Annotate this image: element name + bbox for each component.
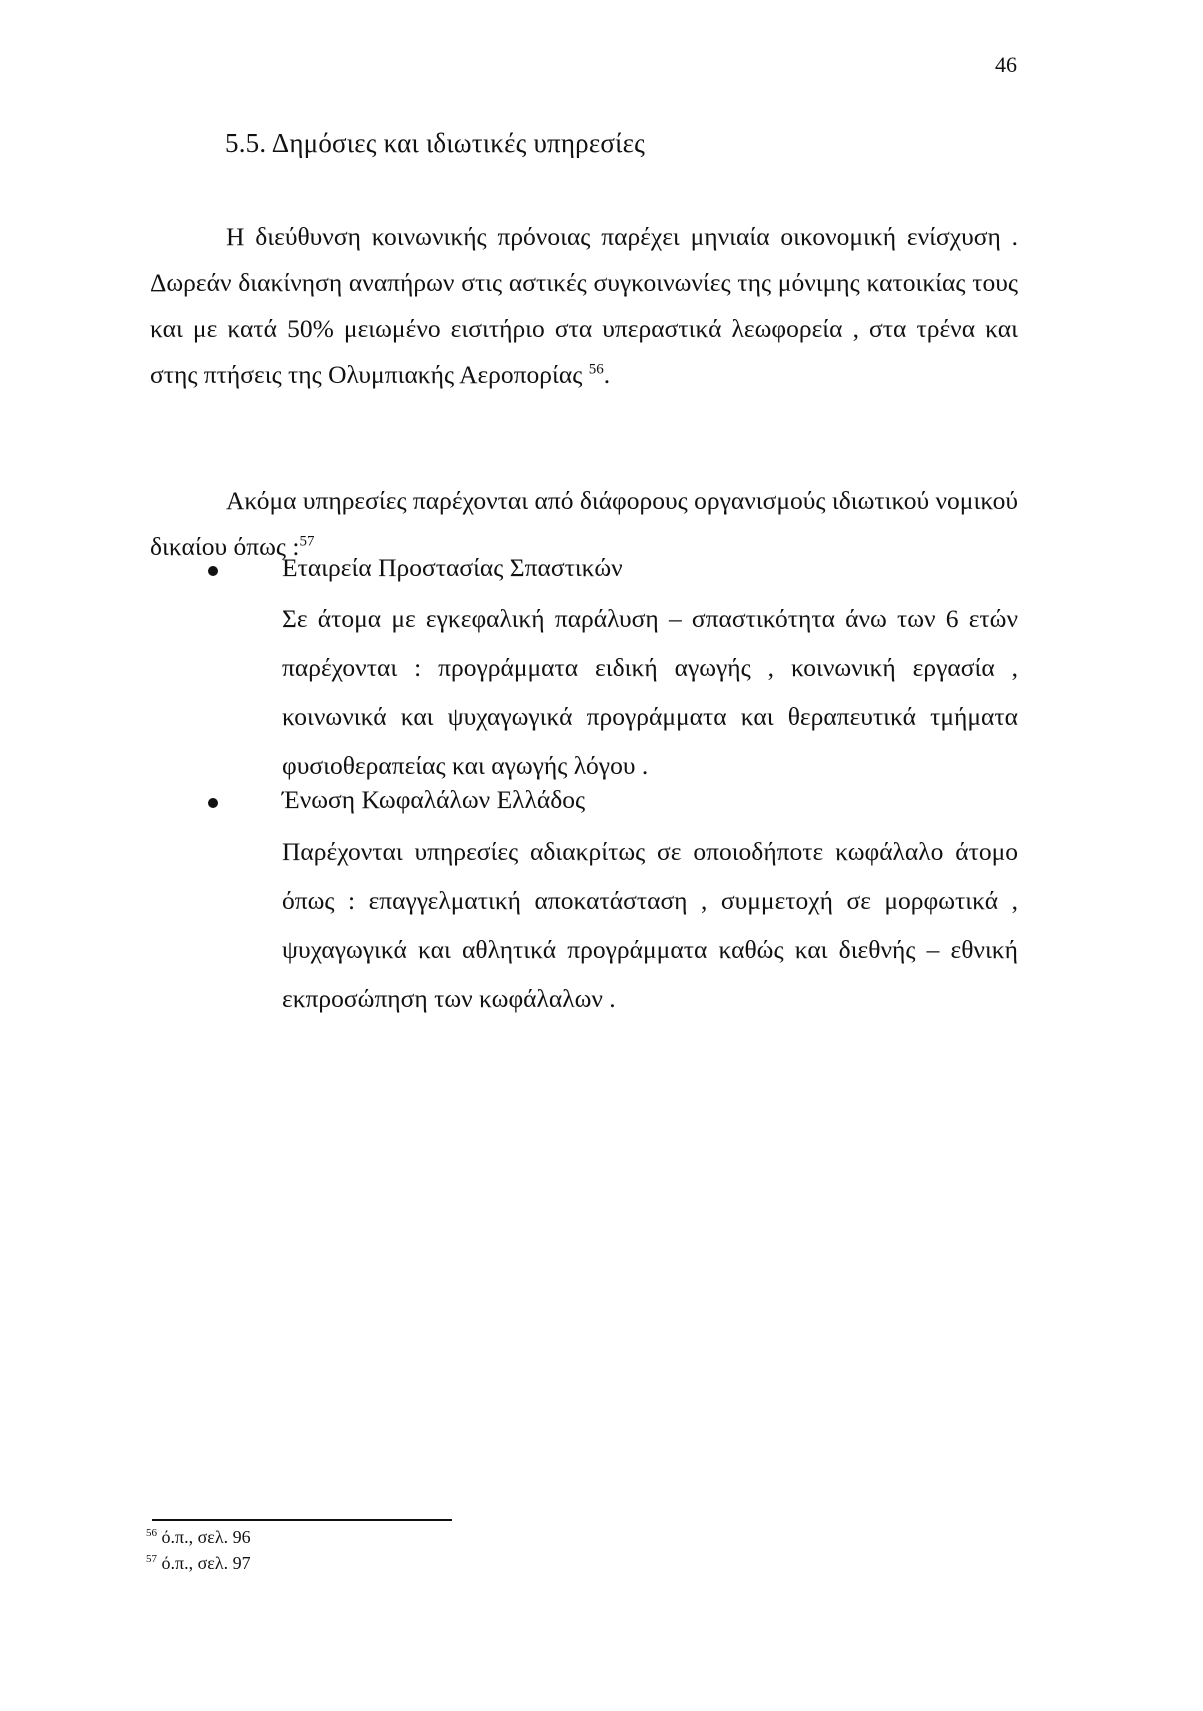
footnote xyxy=(146,1524,251,1550)
footnote xyxy=(146,1550,251,1576)
footnote-marker: 57 xyxy=(146,1553,157,1565)
list-item-title: Ένωση Κωφαλάλων Ελλάδος xyxy=(282,785,586,814)
footnotes xyxy=(146,1524,251,1576)
paragraph-social-welfare xyxy=(150,214,1018,398)
paragraph-text: Ακόμα υπηρεσίες παρέχονται από διάφορους οργανισμούς ιδιωτικού νομικού δικαίου όπως : xyxy=(150,486,1019,561)
list-item-description: Σε άτομα με εγκεφαλική παράλυση – σπαστικότητα άνω των 6 ετών παρέχονται : προγράμματα ειδική αγωγής , κοινωνική εργασία , κοινωνικά και ψυχαγωγικά προγράμματα και θεραπευτικά τμήματα φυσιοθεραπείας και αγωγής λόγου . xyxy=(282,604,1018,780)
footnote-divider xyxy=(152,1519,452,1521)
paragraph-end: . xyxy=(603,360,611,389)
footnote-ref: 56 xyxy=(588,361,604,378)
list-item-title: Εταιρεία Προστασίας Σπαστικών xyxy=(282,553,623,582)
footnote-text: ό.π., σελ. 96 xyxy=(161,1527,251,1547)
page-number: 46 xyxy=(995,52,1017,77)
footnote-marker: 56 xyxy=(146,1527,157,1539)
section-title: 5.5. Δημόσιες και ιδιωτικές υπηρεσίες xyxy=(225,128,646,158)
footnote-ref: 57 xyxy=(299,533,315,550)
footnote-text: ό.π., σελ. 97 xyxy=(161,1553,251,1573)
bullet-icon xyxy=(208,798,218,808)
list-item-description: Παρέχονται υπηρεσίες αδιακρίτως σε οποιοδήποτε κωφάλαλο άτομο όπως : επαγγελματική αποκατάσταση , συμμετοχή σε μορφωτικά , ψυχαγωγικά και αθλητικά προγράμματα καθώς και διεθνής – εθνική εκπροσώπηση των κωφάλαλων . xyxy=(282,837,1018,1013)
paragraph-text: Η διεύθυνση κοινωνικής πρόνοιας παρέχει μηνιαία οικονομική ενίσχυση . Δωρεάν διακίνηση αναπήρων στις αστικές συγκοινωνίες της μόνιμης κατοικίας τους και με κατά 50% μειωμένο εισιτήριο στα υπεραστικά λεωφορεία , στα τρένα και στης πτήσεις της Ολυμπιακής Αεροπορίας xyxy=(150,222,1018,389)
bullet-icon xyxy=(208,566,218,576)
